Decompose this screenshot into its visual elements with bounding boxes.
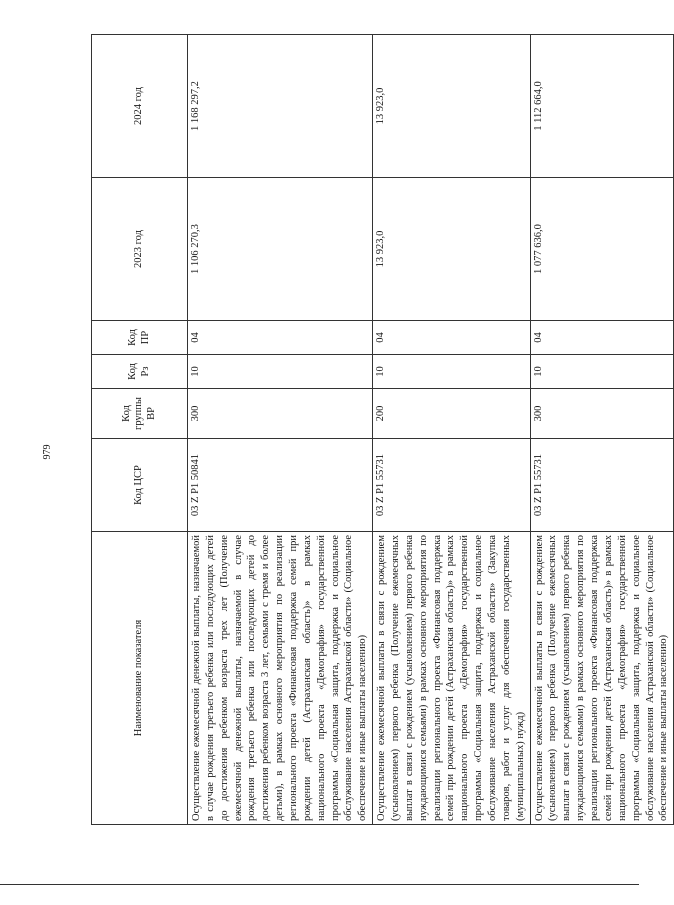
- row-csr: 03 Z P1 55731: [530, 439, 674, 532]
- table-row: [373, 35, 530, 825]
- row-2023: 1 077 636,0: [530, 178, 674, 321]
- header-csr: Код ЦСР: [92, 439, 188, 532]
- header-name: Наименование показателя: [92, 532, 188, 825]
- header-vr: Код группы ВР: [92, 389, 188, 439]
- rotated-page-content: [91, 35, 670, 825]
- row-name: Осуществление ежемесячной выплаты в связи с рождением (усыновлением) первого ребенка (Получение ежемесячных выплат в связи с рождением (усыновлением) первого ребенка нуждающимися семьями) в рамках основного мероприятия по реализации регионального проекта «Финансовая поддержка семей при рождении детей (Астраханская область)» в рамках национального проекта «Демография» государственной программы «Социальная защита, поддержка и социальное обслуживание населения Астраханской области» (Закупка товаров, работ и услуг для обеспечения государственных (муниципальных) нужд): [373, 532, 530, 825]
- table-row: [188, 35, 373, 825]
- row-2024: 1 112 664,0: [530, 35, 674, 178]
- row-name: Осуществление ежемесячной денежной выплаты, назначаемой в случае рождения третьего ребенка или последующих детей до достижения ребенком возраста трех лет (Получение ежемесячной денежной выплаты, назначаемой в случае рождения третьего ребенка или последующих детей до достижения ребенком возраста 3 лет, семьями с тремя и более детьми), в рамках основного мероприятия по реализации регионального проекта «Финансовая поддержка семей при рождении детей (Астраханская область)» в рамках национального проекта «Демография» государственной программы «Социальная защита, поддержка и социальное обслуживание населения Астраханской области» (Социальное обеспечение и иные выплаты населению): [188, 532, 373, 825]
- row-rz: 10: [188, 355, 373, 389]
- table-header-row: [92, 35, 188, 825]
- row-pr: 04: [188, 321, 373, 355]
- row-name: Осуществление ежемесячной выплаты в связи с рождением (усыновлением) первого ребенка (Получение ежемесячных выплат в связи с рождением (усыновлением) первого ребенка нуждающимися семьями) в рамках основного мероприятия по реализации регионального проекта «Финансовая поддержка семей при рождении детей (Астраханская область)» в рамках национального проекта «Демография» государственной программы «Социальная защита, поддержка и социальное обслуживание населения Астраханской области» (Социальное обеспечение и иные выплаты населению): [530, 532, 674, 825]
- row-rz: 10: [373, 355, 530, 389]
- row-csr: 03 Z P1 50841: [188, 439, 373, 532]
- row-2024: 13 923,0: [373, 35, 530, 178]
- header-rz: Код Рз: [92, 355, 188, 389]
- row-rz: 10: [530, 355, 674, 389]
- budget-table: [91, 34, 674, 825]
- row-vr: 300: [188, 389, 373, 439]
- page-bottom-rule: [0, 884, 639, 885]
- header-2023: 2023 год: [92, 178, 188, 321]
- row-pr: 04: [373, 321, 530, 355]
- row-csr: 03 Z P1 55731: [373, 439, 530, 532]
- table-row: [530, 35, 674, 825]
- row-2023: 1 106 270,3: [188, 178, 373, 321]
- row-vr: 300: [530, 389, 674, 439]
- header-pr: Код ПР: [92, 321, 188, 355]
- row-2024: 1 168 297,2: [188, 35, 373, 178]
- row-vr: 200: [373, 389, 530, 439]
- header-2024: 2024 год: [92, 35, 188, 178]
- page-number: 979: [42, 444, 53, 460]
- row-pr: 04: [530, 321, 674, 355]
- row-2023: 13 923,0: [373, 178, 530, 321]
